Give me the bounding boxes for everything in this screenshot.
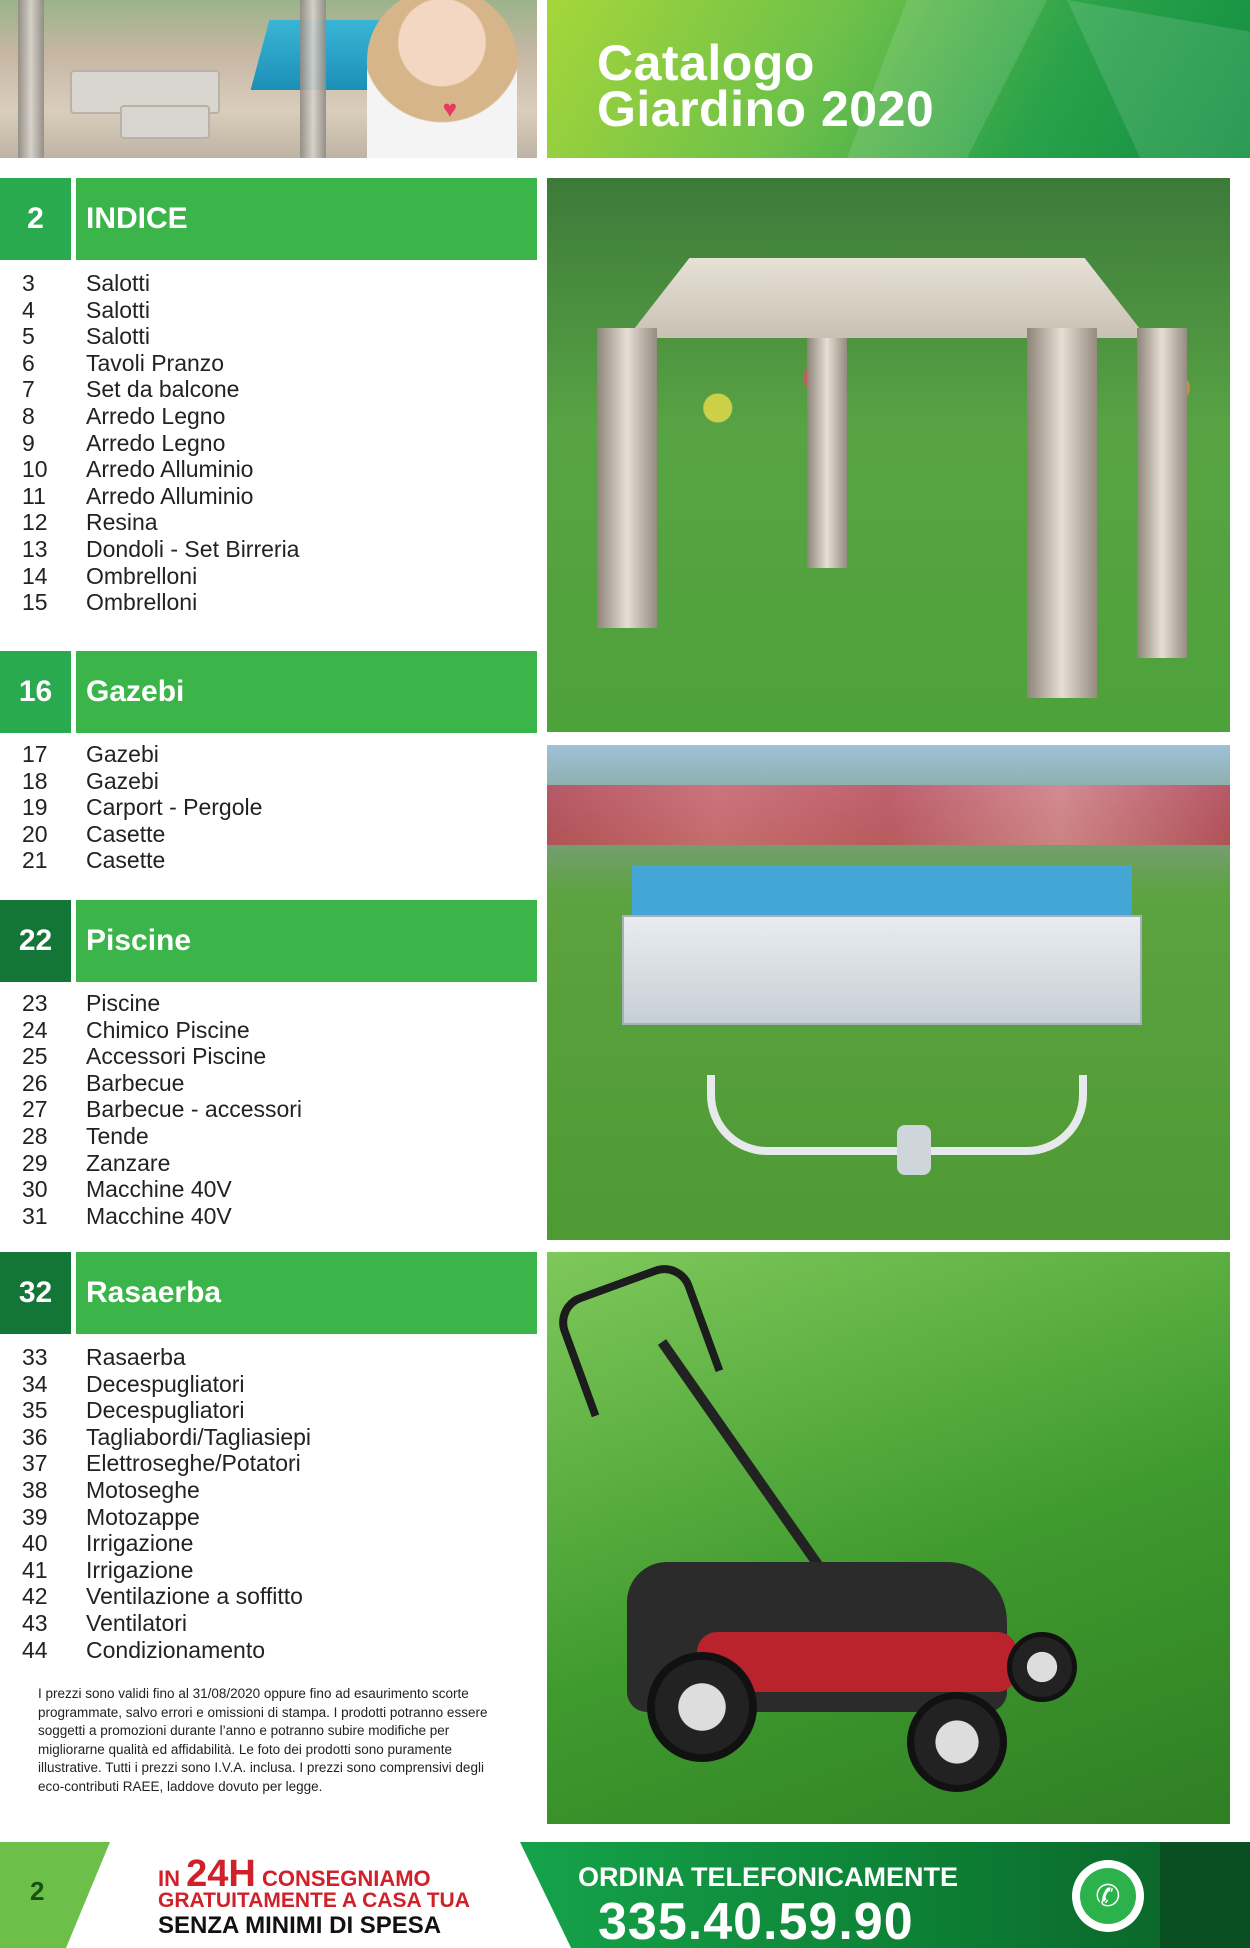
toc-page: 24 xyxy=(22,1016,48,1043)
mower-wheel xyxy=(647,1652,757,1762)
toc-label: Tagliabordi/Tagliasiepi xyxy=(86,1423,312,1450)
garden-flowers xyxy=(547,785,1230,845)
toc-item[interactable] xyxy=(0,1477,537,1504)
toc-page: 42 xyxy=(22,1583,48,1610)
pool-wall xyxy=(622,915,1142,1025)
toc-page: 25 xyxy=(22,1043,48,1070)
toc-page: 12 xyxy=(22,509,48,536)
toc-item[interactable] xyxy=(0,1043,537,1070)
page-number: 2 xyxy=(30,1876,45,1906)
delivery-line2: GRATUITAMENTE A CASA TUA xyxy=(158,1889,470,1912)
toc-page: 27 xyxy=(22,1096,48,1123)
toc-label: Carport - Pergole xyxy=(86,794,263,821)
toc-label: Macchine 40V xyxy=(86,1176,232,1203)
toc-item[interactable] xyxy=(0,430,537,457)
toc-item[interactable] xyxy=(0,1504,537,1531)
toc-item[interactable] xyxy=(0,1637,537,1664)
delivery-hours: 24H xyxy=(186,1853,256,1895)
section-number: 16 xyxy=(0,651,71,733)
whatsapp-icon[interactable] xyxy=(1072,1860,1144,1932)
toc-item[interactable] xyxy=(0,821,537,848)
toc-page: 44 xyxy=(22,1636,48,1663)
toc-label: Zanzare xyxy=(86,1149,171,1176)
toc-label: Casette xyxy=(86,820,166,847)
toc-item[interactable] xyxy=(0,1203,537,1230)
gazebo-curtain xyxy=(1027,328,1097,698)
toc-page: 18 xyxy=(22,767,48,794)
gazebo-curtain xyxy=(1137,328,1187,658)
toc-label: Ombrelloni xyxy=(86,562,198,589)
toc-page: 11 xyxy=(22,482,46,509)
hero-curtain-left xyxy=(18,0,44,158)
toc-label: Accessori Piscine xyxy=(86,1043,267,1070)
lawnmower-photo xyxy=(547,1252,1230,1824)
toc-item[interactable] xyxy=(0,403,537,430)
toc-list-indice xyxy=(0,270,537,616)
toc-item[interactable] xyxy=(0,323,537,350)
gazebo-roof xyxy=(627,238,1147,338)
order-phone-number[interactable]: 335.40.59.90 xyxy=(598,1893,914,1948)
toc-item[interactable] xyxy=(0,1096,537,1123)
toc-label: Condizionamento xyxy=(86,1636,266,1663)
toc-item[interactable] xyxy=(0,509,537,536)
toc-label: Ombrelloni xyxy=(86,589,198,616)
toc-page: 3 xyxy=(22,270,35,296)
toc-page: 41 xyxy=(22,1556,48,1583)
toc-label: Irrigazione xyxy=(86,1530,194,1557)
toc-label: Decespugliatori xyxy=(86,1397,245,1424)
toc-label: Salotti xyxy=(86,270,150,296)
delivery-word: CONSEGNIAMO xyxy=(261,1866,431,1891)
toc-item[interactable] xyxy=(0,1070,537,1097)
toc-page: 20 xyxy=(22,820,48,847)
banner-facet xyxy=(1067,0,1250,158)
toc-page: 23 xyxy=(22,990,48,1016)
pool-photo xyxy=(547,745,1230,1240)
toc-item[interactable] xyxy=(0,1610,537,1637)
delivery-in: IN xyxy=(158,1866,180,1891)
phone-icon: ✆ xyxy=(1080,1868,1136,1924)
toc-item[interactable] xyxy=(0,456,537,483)
toc-item[interactable] xyxy=(0,1424,537,1451)
toc-label: Piscine xyxy=(86,990,161,1016)
toc-page: 17 xyxy=(22,741,48,767)
toc-page: 21 xyxy=(22,847,48,874)
section-title: INDICE xyxy=(76,178,537,260)
toc-label: Arredo Legno xyxy=(86,429,226,456)
gazebo-curtain xyxy=(597,328,657,628)
toc-label: Salotti xyxy=(86,296,150,323)
toc-item[interactable] xyxy=(0,1371,537,1398)
pool-pump xyxy=(897,1125,931,1175)
toc-item[interactable] xyxy=(0,1017,537,1044)
toc-label: Resina xyxy=(86,509,158,536)
price-disclaimer: I prezzi sono validi fino al 31/08/2020 oppure fino ad esaurimento scorte programmate, salvo errori e omissioni di stampa. I prodotti potranno essere soggetti a promozioni durante l’anno e potranno subire modifiche per migliorarne qualità ed affidabilità. Le foto dei prodotti sono puramente illustrative. Tutti i prezzi sono I.V.A. inclusa. I prezzi sono comprensivi degli eco-contributi RAEE, laddove dovuto per legge. xyxy=(38,1686,488,1794)
toc-item[interactable] xyxy=(0,1583,537,1610)
toc-item[interactable] xyxy=(0,483,537,510)
toc-page: 9 xyxy=(22,429,35,456)
section-header-rasaerba xyxy=(0,1252,537,1334)
section-title: Rasaerba xyxy=(76,1252,537,1334)
hero-model xyxy=(367,0,517,158)
toc-page: 34 xyxy=(22,1370,48,1397)
toc-page: 15 xyxy=(22,589,48,616)
toc-page: 10 xyxy=(22,456,48,483)
footer xyxy=(0,1842,1250,1948)
delivery-promo xyxy=(158,1853,528,1941)
toc-page: 26 xyxy=(22,1069,48,1096)
catalog-title-line1: Catalogo xyxy=(597,35,815,91)
toc-item[interactable] xyxy=(0,847,537,874)
mower-wheel xyxy=(907,1692,1007,1792)
toc-label: Macchine 40V xyxy=(86,1202,232,1229)
toc-item[interactable] xyxy=(0,270,537,297)
order-label: ORDINA TELEFONICAMENTE xyxy=(578,1862,958,1892)
gazebo-photo xyxy=(547,178,1230,732)
delivery-line3: SENZA MINIMI DI SPESA xyxy=(158,1912,442,1939)
catalog-title xyxy=(597,35,935,137)
catalog-title-line2: Giardino 2020 xyxy=(597,81,935,137)
header-hero-photo xyxy=(0,0,537,158)
toc-item[interactable] xyxy=(0,1123,537,1150)
toc-label: Irrigazione xyxy=(86,1556,194,1583)
toc-page: 38 xyxy=(22,1476,48,1503)
toc-page: 13 xyxy=(22,535,48,562)
toc-label: Gazebi xyxy=(86,741,159,767)
toc-list-rasaerba xyxy=(0,1344,537,1663)
toc-page: 14 xyxy=(22,562,48,589)
toc-page: 6 xyxy=(22,349,35,376)
toc-page: 37 xyxy=(22,1450,48,1477)
toc-page: 39 xyxy=(22,1503,48,1530)
toc-label: Tende xyxy=(86,1122,149,1149)
toc-label: Chimico Piscine xyxy=(86,1016,250,1043)
toc-item[interactable] xyxy=(0,563,537,590)
section-number: 32 xyxy=(0,1252,71,1334)
gazebo-curtain xyxy=(807,338,847,568)
section-title: Piscine xyxy=(76,900,537,982)
toc-item[interactable] xyxy=(0,741,537,768)
toc-label: Barbecue xyxy=(86,1069,185,1096)
toc-item[interactable] xyxy=(0,589,537,616)
toc-label: Motozappe xyxy=(86,1503,200,1530)
toc-item[interactable] xyxy=(0,1450,537,1477)
toc-label: Barbecue - accessori xyxy=(86,1096,303,1123)
toc-item[interactable] xyxy=(0,1557,537,1584)
toc-label: Casette xyxy=(86,847,166,874)
toc-label: Arredo Legno xyxy=(86,402,226,429)
toc-item[interactable] xyxy=(0,376,537,403)
toc-page: 31 xyxy=(22,1202,48,1229)
toc-list-gazebi xyxy=(0,741,537,874)
section-header-indice xyxy=(0,178,537,260)
toc-page: 35 xyxy=(22,1397,48,1424)
toc-label: Elettroseghe/Potatori xyxy=(86,1450,301,1477)
section-title: Gazebi xyxy=(76,651,537,733)
section-header-piscine xyxy=(0,900,537,982)
mower-wheel xyxy=(1007,1632,1077,1702)
toc-page: 29 xyxy=(22,1149,48,1176)
toc-label: Arredo Alluminio xyxy=(86,482,254,509)
toc-item[interactable] xyxy=(0,794,537,821)
order-band-dark xyxy=(1160,1842,1250,1948)
toc-page: 43 xyxy=(22,1609,48,1636)
toc-label: Rasaerba xyxy=(86,1344,186,1370)
toc-item[interactable] xyxy=(0,768,537,795)
toc-list-piscine xyxy=(0,990,537,1229)
toc-page: 5 xyxy=(22,323,35,350)
toc-page: 19 xyxy=(22,794,48,821)
toc-page: 7 xyxy=(22,376,35,403)
toc-page: 36 xyxy=(22,1423,48,1450)
catalog-banner xyxy=(547,0,1250,158)
toc-page: 30 xyxy=(22,1176,48,1203)
toc-item[interactable] xyxy=(0,1397,537,1424)
toc-item[interactable] xyxy=(0,1150,537,1177)
toc-label: Arredo Alluminio xyxy=(86,456,254,483)
toc-page: 28 xyxy=(22,1122,48,1149)
heart-icon: ♥ xyxy=(442,96,457,123)
toc-item[interactable] xyxy=(0,1530,537,1557)
toc-label: Motoseghe xyxy=(86,1476,200,1503)
toc-label: Decespugliatori xyxy=(86,1370,245,1397)
toc-item[interactable] xyxy=(0,297,537,324)
toc-label: Gazebi xyxy=(86,767,159,794)
mower-shaft xyxy=(658,1339,838,1590)
toc-page: 8 xyxy=(22,402,35,429)
toc-page: 4 xyxy=(22,296,35,323)
toc-item[interactable] xyxy=(0,536,537,563)
hero-curtain-right xyxy=(300,0,326,158)
section-number: 2 xyxy=(0,178,71,260)
section-header-gazebi xyxy=(0,651,537,733)
toc-label: Salotti xyxy=(86,323,150,350)
toc-label: Tavoli Pranzo xyxy=(86,349,225,376)
toc-item[interactable] xyxy=(0,1344,537,1371)
toc-page: 33 xyxy=(22,1344,48,1370)
page-badge xyxy=(0,1842,110,1948)
hero-table xyxy=(120,105,210,139)
toc-item[interactable] xyxy=(0,990,537,1017)
section-number: 22 xyxy=(0,900,71,982)
toc-label: Ventilazione a soffitto xyxy=(86,1583,303,1610)
toc-item[interactable] xyxy=(0,350,537,377)
toc-label: Set da balcone xyxy=(86,376,240,403)
toc-page: 40 xyxy=(22,1530,48,1557)
toc-label: Dondoli - Set Birreria xyxy=(86,535,300,562)
toc-label: Ventilatori xyxy=(86,1609,188,1636)
toc-item[interactable] xyxy=(0,1176,537,1203)
